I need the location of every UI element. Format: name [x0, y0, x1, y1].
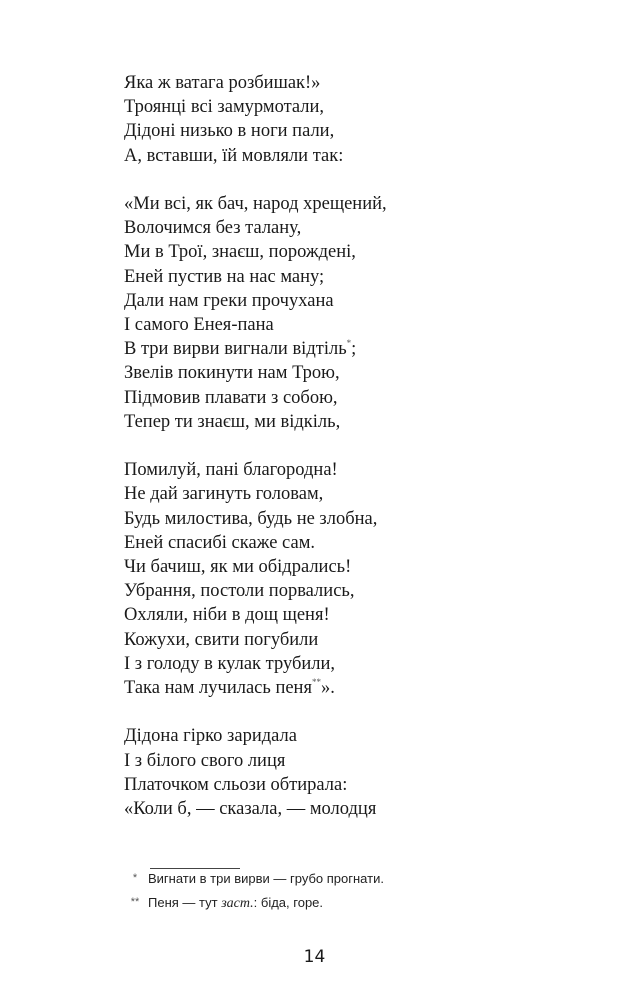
- poem-line: Будь милостива, будь не злобна,: [124, 508, 378, 529]
- poem-line: І з голоду в кулак трубили,: [124, 653, 336, 674]
- poem-line: Волочимся без талану,: [124, 218, 302, 239]
- poem-line: Чи бачиш, як ми обідрались!: [124, 557, 352, 578]
- poem-line: Дідона гірко заридала: [124, 726, 297, 747]
- stanza: [124, 458, 584, 700]
- poem-line: Тепер ти знаєш, ми відкіль,: [124, 411, 341, 432]
- poem-line: Охляли, ніби в дощ щеня!: [124, 605, 330, 626]
- page-number: 14: [303, 947, 326, 967]
- poem-line: Така нам лучилась пеня**».: [124, 677, 335, 699]
- poem-line: Звелів покинути нам Трою,: [124, 363, 340, 384]
- poem-line: Платочком сльози обтирала:: [124, 774, 348, 795]
- footnote-marker: *: [132, 872, 138, 884]
- footnote-divider: [150, 868, 240, 869]
- poem-text: [124, 71, 584, 821]
- poem-line: Яка ж ватага розбишак!»: [124, 73, 321, 93]
- poem-line: Ми в Трої, знаєш, порождені,: [124, 242, 356, 263]
- poem-line: І самого Енея-пана: [124, 315, 274, 336]
- footnote-2: [122, 894, 542, 912]
- footnote-text: Пеня — тут заст.: біда, горе.: [148, 895, 324, 911]
- footnote-reference: *: [346, 338, 352, 349]
- poem-line: «Коли б, — сказала, — молодця: [124, 799, 377, 820]
- footnote-abbreviation: заст.: [221, 896, 254, 911]
- poem-line: В три вирви вигнали відтіль*;: [124, 338, 357, 360]
- stanza: [124, 724, 584, 821]
- footnote-marker: **: [130, 896, 140, 908]
- poem-line: Убрання, постоли порвались,: [124, 581, 355, 602]
- footnotes: [122, 870, 542, 919]
- poem-line: Підмовив плавати з собою,: [124, 387, 338, 408]
- footnote-1: [122, 870, 542, 887]
- poem-line: Еней спасибі скаже сам.: [124, 532, 316, 553]
- stanza: [124, 71, 584, 168]
- poem-line: І з білого свого лиця: [124, 750, 286, 771]
- poem-line: Помилуй, пані благородна!: [124, 460, 338, 481]
- footnote-text: Вигнати в три вирви — грубо прогнати.: [148, 871, 384, 886]
- poem-line: Еней пустив на нас ману;: [124, 266, 325, 287]
- poem-line: «Ми всі, як бач, народ хрещений,: [124, 194, 387, 214]
- poem-line: Дідоні низько в ноги пали,: [124, 121, 335, 142]
- poem-line: Кожухи, свити погубили: [124, 629, 319, 650]
- poem-line: Троянці всі замурмотали,: [124, 97, 325, 118]
- poem-line: Дали нам греки прочухана: [124, 290, 334, 311]
- poem-line: А, вставши, їй мовляли так:: [124, 145, 344, 166]
- poem-line: Не дай загинуть головам,: [124, 484, 324, 505]
- stanza: [124, 192, 584, 434]
- footnote-reference: **: [311, 677, 321, 688]
